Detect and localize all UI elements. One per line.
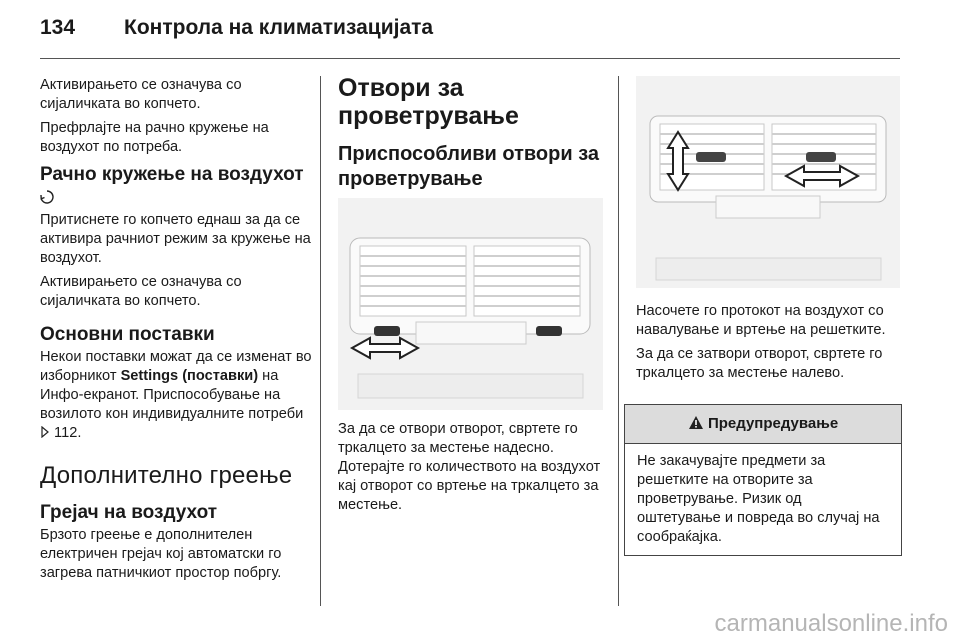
heading-basic-settings: Основни поставки (40, 324, 215, 345)
heading-text: Рачно кружење на воздухот (40, 164, 304, 185)
heading-recirculation (40, 163, 312, 209)
warning-header (625, 405, 901, 444)
header-rule (40, 58, 900, 59)
caption-right (636, 302, 904, 388)
paragraph: Активирањето се означува со сијаличката во копчето. (40, 77, 242, 112)
heading-vents: Отвори за проветрување (338, 74, 519, 130)
text: Некои поставки можат да се изменат во изборникот (40, 349, 312, 384)
warning-title: Предупредување (707, 415, 839, 432)
settings-menu-name: Settings (поставки) (120, 368, 259, 384)
page-header (40, 16, 900, 46)
paragraph: Притиснете го копчето еднаш за да се активира рачниот режим за кружење на воздухот. (40, 212, 311, 266)
page-ref: 112. (50, 425, 82, 441)
heading-air-heater: Грејач на воздухот (40, 502, 218, 523)
recirculation-icon (40, 187, 54, 208)
caption-text: За да се отвори отворот, свртете го тркалцето за местење надесно. Дотерајте го количеството на воздухот кај отворот со вртење на тркалцето за местење. (338, 421, 601, 513)
page-title: Контрола на климатизацијата (124, 16, 434, 39)
paragraph: Брзото греење е дополнителен електричен грејач кој автоматски го загрева патничкиот простор побргу. (40, 527, 282, 581)
page-ref-arrow-icon (40, 425, 50, 441)
page-number: 134 (40, 16, 76, 39)
caption-middle (338, 420, 608, 520)
column-middle (338, 74, 608, 194)
column-left (40, 76, 312, 588)
vent-illustration-open (338, 198, 603, 410)
text: на Инфо-екранот. Приспособување на возилото кон индивидуалните потреби (40, 368, 304, 422)
paragraph: За да се затвори отворот, свртете го тркалцето за местење налево. (636, 346, 883, 381)
heading-adjustable-vents: Приспособливи отвори за проветрување (338, 143, 600, 190)
watermark: carmanualsonline.info (714, 610, 948, 637)
column-divider-2 (618, 76, 619, 606)
warning-text: Не закачувајте предмети за решетките на отворите за проветрување. Ризик од оштетување и повреда во случај на сообраќајка. (637, 453, 880, 545)
paragraph-settings (40, 348, 312, 443)
paragraph: Активирањето се означува со сијаличката во копчето. (40, 274, 242, 309)
warning-box (624, 404, 902, 556)
paragraph: Префрлајте на рачно кружење на воздухот по потреба. (40, 120, 269, 155)
column-divider-1 (320, 76, 321, 606)
heading-extra-heating: Дополнително греење (40, 462, 293, 489)
vent-illustration-direction (636, 76, 900, 288)
warning-triangle-icon (688, 415, 704, 432)
paragraph: Насочете го протокот на воздухот со навалување и вртење на решетките. (636, 303, 886, 338)
